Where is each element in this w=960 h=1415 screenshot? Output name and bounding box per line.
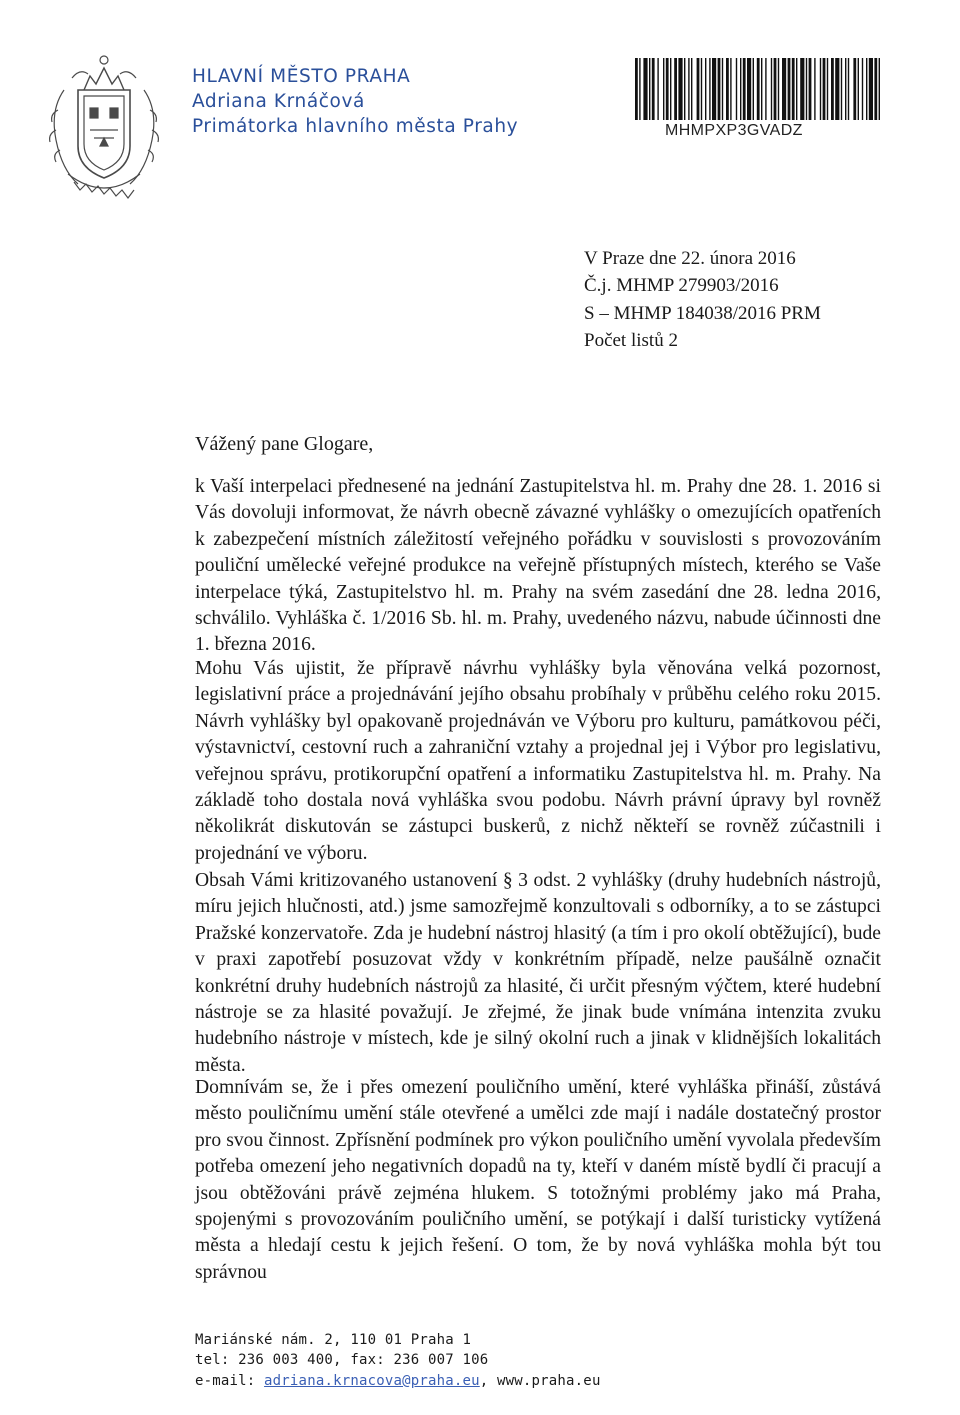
page-count: Počet listů 2 [584, 330, 678, 352]
barcode-bar [652, 58, 655, 120]
footer-web: , www.praha.eu [479, 1372, 601, 1389]
person-name: Adriana Krnáčová [192, 91, 365, 112]
barcode-bar [635, 58, 638, 120]
barcode-bar [639, 58, 640, 120]
barcode-code: MHMPXP3GVADZ [665, 122, 803, 139]
paragraph-1: k Vaší interpelaci přednesené na jednání Zastupitelstva hl. m. Prahy dne 28. 1. 2016 si Vás dovoluji informovat, že návrh obecně závazné vyhlášky o omezujících opatřeních k zabezpečení místních záležitostí veřejného pořádku v souvislosti s provozováním pouliční umělecké veřejné produkce na veřejně přístupných místech, kterého se Vaše interpelace týká, Zastupitelstvo hl. m. Prahy na svém zasedání dne 28. ledna 2016, schválilo. Vyhláška č. 1/2016 Sb. hl. m. Prahy, uvedeného názvu, nabude účinnosti dne 1. března 2016. [195, 476, 881, 656]
barcode-bar [874, 58, 877, 120]
barcode-bar [663, 58, 664, 120]
barcode-bar [705, 58, 706, 120]
barcode-bar [740, 58, 741, 120]
barcode-bar [709, 58, 710, 120]
barcode-bar [747, 58, 751, 120]
barcode-bar [730, 58, 731, 120]
barcode-bar [809, 58, 812, 120]
barcode-bar [722, 58, 723, 120]
footer-phone: tel: 236 003 400, fax: 236 007 106 [195, 1352, 489, 1369]
barcode-bar [835, 58, 839, 120]
barcode-bar [879, 58, 880, 120]
barcode-bar [774, 58, 777, 120]
barcode-bar [649, 58, 650, 120]
barcode-bar [862, 58, 863, 120]
barcode-bar [820, 58, 821, 120]
barcode-bar [643, 58, 647, 120]
barcode-bar [778, 58, 779, 120]
barcode-bar [765, 58, 766, 120]
prague-coat-of-arms-icon [44, 50, 164, 200]
barcode-bar [814, 58, 815, 120]
barcode-bar [743, 58, 746, 120]
barcode-bar [761, 58, 762, 120]
barcode-bar [678, 58, 682, 120]
barcode-bar [845, 58, 846, 120]
letter-date: V Praze dne 22. února 2016 [584, 248, 796, 269]
barcode-bar [666, 58, 669, 120]
reference-s: S – MHMP 184038/2016 PRM [584, 302, 821, 324]
barcode-bar [753, 58, 754, 120]
barcode-bar [841, 58, 842, 120]
footer-email-link[interactable]: adriana.krnacova@praha.eu [264, 1372, 480, 1389]
reference-block [584, 245, 821, 355]
footer-contact [195, 1330, 601, 1391]
barcode-bar [866, 58, 867, 120]
barcode-icon [635, 58, 881, 120]
barcode-bar [796, 58, 797, 120]
barcode-bar [691, 58, 692, 120]
barcode-bar [782, 58, 786, 120]
reference-cj: Č.j. MHMP 279903/2016 [584, 275, 779, 297]
barcode-bar [718, 58, 721, 120]
barcode-bar [757, 58, 760, 120]
letter-greeting: Vážený pane Glogare, [195, 433, 374, 455]
barcode-bar [712, 58, 716, 120]
paragraph-4: Domnívám se, že i přes omezení pouličního umění, které vyhláška přináší, zůstává město pouličnímu umění stále otevřené a umělci zde mají i nadále dostatečný prostor pro svou činnost. Zpřísnění podmínek pro výkon pouličního umění vyvolala především potřeba omezení jeho negativních dopadů na ty, kteří v daném místě bydlí či pracují a jsou obtěžováni právě zejména hlukem. S totožnými problémy jako má Praha, spojenými s provozováním pouličního umění, se potýkají i další turisticky vytížená města a hledají cestu k jejich řešení. O tom, že by nová vyhláška mohla být tou správnou [195, 1077, 881, 1283]
barcode-bar [688, 58, 689, 120]
barcode-bar [869, 58, 873, 120]
footer-email-row [195, 1371, 601, 1391]
barcode-bar [806, 58, 807, 120]
barcode-bar [771, 58, 772, 120]
barcode-bar [736, 58, 737, 120]
barcode-bar [788, 58, 791, 120]
barcode-bar [697, 58, 700, 120]
person-title: Primátorka hlavního města Prahy [192, 116, 519, 137]
paragraph-3: Obsah Vámi kritizovaného ustanovení § 3 odst. 2 vyhlášky (druhy hudebních nástrojů, míru jejich hlučnosti, atd.) jsme samozřejmě konzultovali s odborníky, a to se zástupci Pražské konzervatoře. Zda je hudební nástroj hlasitý (a tím i pro okolí obtěžující), bude v praxi zapotřebí posuzovat vždy v konkrétním případě, nelze paušálně označit konkrétní druhy hudebních nástrojů za hlasité, či určit přesným výčtem, které hudební nástroje se za hlasité považují. Je zřejmé, že jinak bude vnímána intenzita zvuku hudebního nástroje v místech, kde je silný okolní ruch a jinak v klidnějších lokalitách města. [195, 870, 881, 1076]
barcode-bar [823, 58, 826, 120]
org-name: HLAVNÍ MĚSTO PRAHA [192, 66, 411, 87]
barcode-bar [800, 58, 804, 120]
barcode-bar [726, 58, 729, 120]
barcode-bar [657, 58, 658, 120]
barcode-bar [831, 58, 834, 120]
footer-address: Mariánské nám. 2, 110 01 Praha 1 [195, 1332, 472, 1348]
paragraph-2: Mohu Vás ujistit, že přípravě návrhu vyhlášky byla věnována velká pozornost, legislativní práce a projednávání jejího obsahu probíhaly v průběhu celého roku 2015. Návrh vyhlášky byl opakovaně projednáván ve Výboru pro kulturu, památkovou péči, výstavnictví, cestovní ruch a zahraniční vztahy a projednal jej i Výbor pro legislativu, veřejnou správu, protikorupční opatření a informatiku Zastupitelstva hl. m. Prahy. Na základě toho dostala nová vyhláška svou podobu. Návrh právní úpravy byl rovněž několikrát diskutován se zástupci buskerů, z nichž někteří se rovněž zúčastnili i projednání ve výboru. [195, 658, 881, 864]
barcode-bar [848, 58, 849, 120]
barcode-bar [684, 58, 685, 120]
barcode-bar [670, 58, 671, 120]
barcode-bar [853, 58, 856, 120]
barcode-bar [858, 58, 859, 120]
barcode-bar [701, 58, 702, 120]
header-organization [192, 64, 518, 139]
barcode-bar [827, 58, 828, 120]
footer-email-label: e-mail: [195, 1372, 256, 1389]
barcode-bar [674, 58, 677, 120]
barcode-bar [792, 58, 795, 120]
